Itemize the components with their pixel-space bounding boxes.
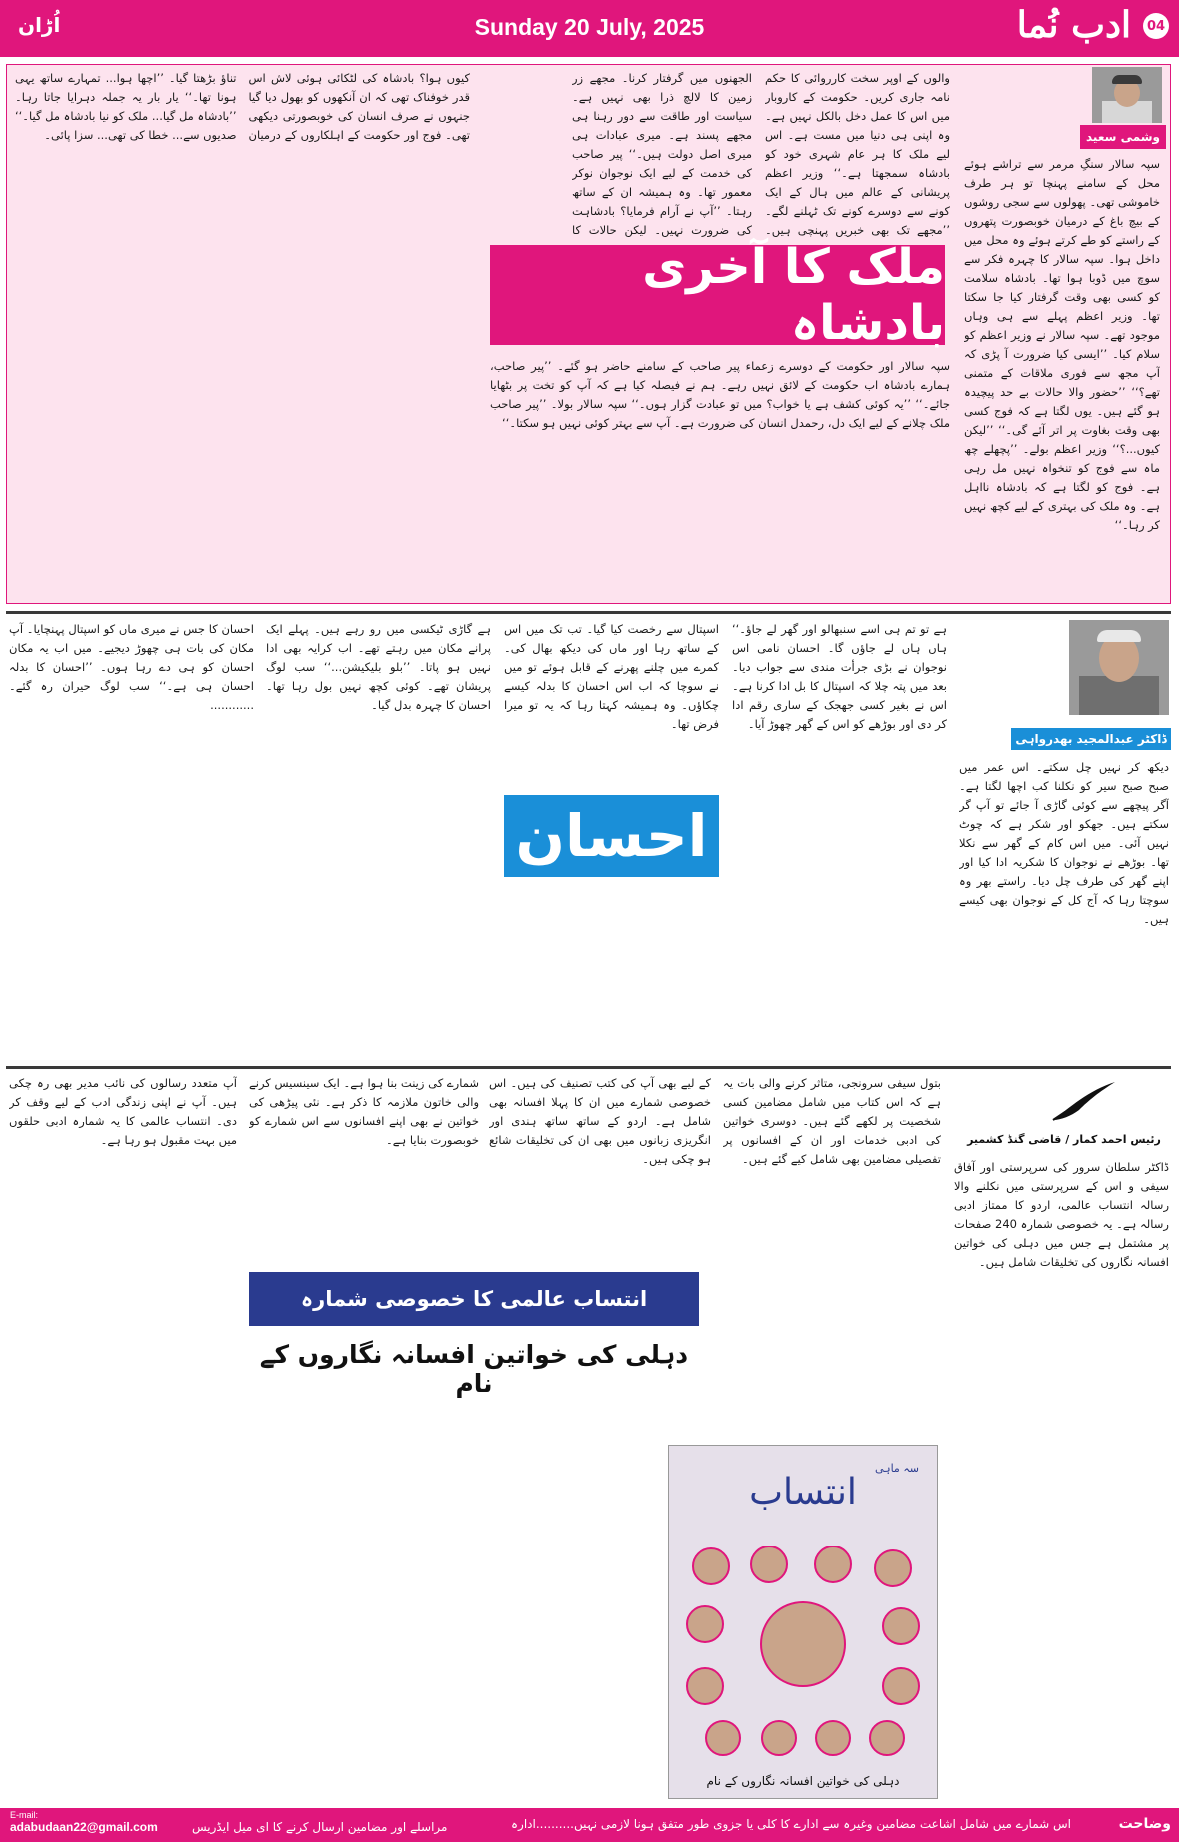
author-photo <box>1092 67 1162 123</box>
disclaimer-text: اس شمارے میں شامل اشاعت مضامین وغیرہ سے ادارے کا کلی یا جزوی طور متفق ہونا لازمی نہیں..........ادارہ <box>511 1817 1071 1831</box>
masthead <box>0 0 1179 57</box>
author-tag: وشمی سعید <box>1080 125 1166 149</box>
article-column: احسان کا جس نے میری ماں کو اسپتال پہنچایا۔ آپ مکان کی بات ہی چھوڑ دیجیے۔ میں اب یہ مکان احسان کو ہی دے رہا ہوں۔ ’’احسان کا بدلہ احسان ہی ہے۔‘‘ سب لوگ حیران رہ گئے۔ ............ <box>9 622 254 712</box>
article-column: بتول سیفی سرونجی، متاثر کرنے والی بات یہ ہے کہ اس کتاب میں شامل مضامین کسی شخصیت پر لکھے گئے ہیں۔ دوسری خواتین کی ادبی خدمات اور ان کے افسانوں پر تفصیلی مضامین بھی شامل کیے گئے ہیں۔ <box>723 1076 941 1166</box>
article-column: والوں کے اوپر سخت کارروائی کا حکم نامہ جاری کریں۔ حکومت کے کاروبار میں اس کا عمل دخل بالکل نہیں ہے۔ وہ اپنی ہی دنیا میں مست ہے۔ اس لیے ملک کا ہر عام شہری خود کو بادشاہ سمجھتا ہے۔‘‘ وزیر اعظم پریشانی کے عالم میں ہال کے ایک کونے سے دوسرے کونے تک ٹہلنے لگے۔ ’’مجھے تک بھی خبریں پہنچی ہیں۔ <box>765 71 950 237</box>
story-banner: انتساب عالمی کا خصوصی شمارہ <box>249 1272 699 1326</box>
story-subtitle: دہلی کی خواتین افسانہ نگاروں کے نام <box>259 1340 689 1398</box>
newspaper-logo: ادب نُما <box>1016 4 1131 46</box>
quill-icon <box>1049 1078 1119 1124</box>
email-address[interactable]: adabudaan22@gmail.com <box>10 1820 158 1834</box>
author-tag: ڈاکٹر عبدالمجید بھدرواہی <box>1011 728 1171 750</box>
section-divider <box>6 1066 1171 1069</box>
email-block <box>10 1810 158 1834</box>
issue-date: Sunday 20 July, 2025 <box>474 14 705 40</box>
article-column: کے لیے بھی آپ کی کتب تصنیف کی ہیں۔ اس خصوصی شمارے میں ان کا پہلا افسانہ بھی شامل ہے۔ اردو کے ساتھ ساتھ ہندی اور انگریزی زبانوں میں بھی ان کی تخلیقات شائع ہو چکی ہیں۔ <box>489 1076 711 1166</box>
story-malik-ka-akhri-badshah <box>6 64 1171 604</box>
magazine-cover <box>668 1445 938 1799</box>
story-title: ملک کا آخری بادشاہ <box>490 245 945 345</box>
magazine-bottom-text: دہلی کی خواتین افسانہ نگاروں کے نام <box>706 1774 900 1788</box>
magazine-label: سہ ماہی <box>874 1462 919 1475</box>
article-column: ہے گاڑی ٹیکسی میں رو رہے ہیں۔ پہلے ایک پرانے مکان میں رہتے تھے۔ اب کرایہ بھی ادا نہیں ہو پاتا۔ ’’بلو بلیکیشن...‘‘ سب لوگ پریشان تھے۔ کوئی کچھ نہیں بول رہا تھا۔ احسان کا چہرہ بدل گیا۔ <box>266 622 491 712</box>
article-column: سپہ سالار اور حکومت کے دوسرے زعماء پیر صاحب کے سامنے حاضر ہو گئے۔ ’’پیر صاحب، ہمارے بادشاہ اب حکومت کے لائق نہیں رہے۔ ہم نے فیصلہ کیا ہے کہ آپ کو تخت پر بٹھایا جائے۔‘‘ ’’یہ کوئی کشف ہے یا خواب؟ میں تو عبادت گزار ہوں۔‘‘ سپہ سالار بولا۔ ’’پیر صاحب ملک چلانے کے لیے ایک دل، رحمدل انسان کی ضرورت ہے۔ آپ سے بہتر کوئی نہیں ہو سکتا۔‘‘ <box>490 359 950 430</box>
article-column: شمارے کی زینت بنا ہوا ہے۔ ایک سینسیس کرنے والی خاتون ملازمہ کا ذکر ہے۔ نئی پیڑھی کی خواتین نے بھی اپنے افسانوں سے اس شمارے کو خوبصورت بنایا ہے۔ <box>249 1076 479 1147</box>
author-photo <box>1069 620 1169 715</box>
article-column: الجھنوں میں گرفتار کرنا۔ مجھے زر زمین کا لالچ ذرا بھی نہیں ہے۔ سیاست اور طاقت سے دور رہنا ہی مجھے پسند ہے۔ میری عبادات ہی میری اصل دولت ہیں۔‘‘ پیر صاحب کی خدمت کے لیے ایک نوجوان نوکر معمور تھا۔ وہ ہمیشہ ان کے ساتھ رہتا۔ ’’آپ نے آرام فرمایا؟ بادشاہت کی ضرورت نہیں۔ لیکن حالات کا <box>572 71 752 237</box>
email-label: E-mail: <box>10 1810 39 1820</box>
article-column: ہے تو تم ہی اسے سنبھالو اور گھر لے جاؤ۔‘‘ ہاں ہاں لے جاؤں گا۔ احسان نامی اس نوجوان نے بڑی جرأت مندی سے جواب دیا۔ بعد میں پتہ چلا کہ اسپتال کا بل ادا کرنا ہے۔ اس نے بغیر کسی جھجک کے ساری رقم ادا کر دی اور بوڑھے کو اس کے گھر چھوڑ آیا۔ <box>732 622 947 731</box>
section-name: اُڑان <box>18 13 61 37</box>
article-column: سپہ سالار سنگِ مرمر سے تراشے ہوئے محل کے سامنے پہنچا تو ہر طرف خاموشی تھی۔ پھولوں سے سجی روشوں کے بیچ باغ کے درمیان خوبصورت پتھروں کے راستے کو طے کرتے ہوئے وہ محل میں داخل ہوا۔ سپہ سالار کا چہرہ فکر سے سوچ میں ڈوبا ہوا تھا۔ بادشاہ سلامت کو کسی بھی وقت گرفتار کیا جا سکتا تھا۔ وزیر اعظم پہلے سے ہی وہاں موجود تھے۔ سپہ سالار نے وزیر اعظم کو سلام کیا۔ ’’ایسی کیا ضرورت آ پڑی کہ آپ مجھ سے فوری ملاقات کے متمنی تھے؟‘‘ ’’حضور والا حالات بے حد پیچیدہ ہو گئے ہیں۔ یوں لگتا ہے کہ فوج کسی بھی وقت بغاوت پر اتر آئے گی۔‘‘ ’’لیکن کیوں...؟‘‘ وزیر اعظم بولے۔ ’’پچھلے چھ ماہ سے فوج کو تنخواہ نہیں مل رہی ہے۔ فوج کو لگتا ہے کہ بادشاہ نااہل ہے۔ وہ ملک کی بہتری کے لیے کچھ نہیں کر رہا۔‘‘ <box>964 157 1160 532</box>
footer-bar <box>0 1808 1179 1842</box>
article-column: دیکھ کر نہیں چل سکتے۔ اس عمر میں صبح صبح سیر کو نکلنا کب اچھا لگتا ہے۔ آگر پیچھے سے کوئی گاڑی آ جائے تو آپ گر سکتے ہیں۔ جھکو اور شکر ہے کہ چوٹ نہیں آئی۔ میں اس کام کے گھر سے نکلا تھا۔ بوڑھے نے نوجوان کا شکریہ ادا کیا اور اپنے گھر کی طرف چل دیا۔ راستے بھر وہ سوچتا رہا کہ آج کل کے نوجوان بھی کیسے ہیں۔ <box>959 760 1169 926</box>
section-divider <box>6 611 1171 614</box>
article-column: اسپتال سے رخصت کیا گیا۔ تب تک میں اس کے ساتھ رہا اور ماں کی دیکھ بھال کی۔ کمرے میں چلنے پھرنے کے قابل ہوئے تو میں نے سوچا کہ اب اس احسان کا بدلہ کیسے چکاؤں۔ وہ ہمیشہ کہتا رہا کہ یہ تو میرا فرض تھا۔ <box>504 622 719 731</box>
article-column: ڈاکٹر سلطان سرور کی سرپرستی اور آفاق سیفی و اس کے سرپرستی میں نکلنے والا رسالہ انتساب عالمی، اردو کا ممتاز ادبی رسالہ ہے۔ یہ خصوصی شمارہ 240 صفحات پر مشتمل ہے جس میں دہلی کی خواتین افسانہ نگاروں کی تخلیقات شامل ہیں۔ <box>954 1160 1169 1269</box>
page-number: 04 <box>1143 13 1169 39</box>
email-note: مراسلے اور مضامین ارسال کرنے کا ای میل ایڈریس <box>192 1820 448 1834</box>
article-column: آپ متعدد رسالوں کی نائب مدیر بھی رہ چکی ہیں۔ آپ نے اپنی زندگی ادب کے لیے وقف کر دی۔ انتساب عالمی کا یہ شمارہ ادبی حلقوں میں بہت مقبول ہو رہا ہے۔ <box>9 1076 237 1147</box>
footer-label: وضاحت <box>1118 1816 1171 1832</box>
author-tag: رئیس احمد کمار / قاضی گنڈ کشمیر <box>967 1133 1161 1146</box>
magazine-title: انتساب <box>749 1472 857 1513</box>
story-title: احسان <box>504 795 719 877</box>
article-column: کیوں ہوا؟ بادشاہ کی لٹکائی ہوئی لاش اس قدر خوفناک تھی کہ ان آنکھوں کو بھول دیا گیا جنہوں نے صرف انسان کی خوبصورتی دیکھی تھی۔ فوج اور حکومت کے اہلکاروں کے درمیان تناؤ بڑھتا گیا۔ ’’اچھا ہوا... تمہارے ساتھ یہی ہونا تھا۔‘‘ یار بار یہ جملہ دہرایا جاتا رہا۔ ’’بادشاہ مل گیا... ملک کو نیا بادشاہ مل گیا۔‘‘ صدیوں سے... خطا کی تھی... سزا پائی۔ <box>15 71 470 142</box>
contributor-photos <box>683 1546 923 1756</box>
